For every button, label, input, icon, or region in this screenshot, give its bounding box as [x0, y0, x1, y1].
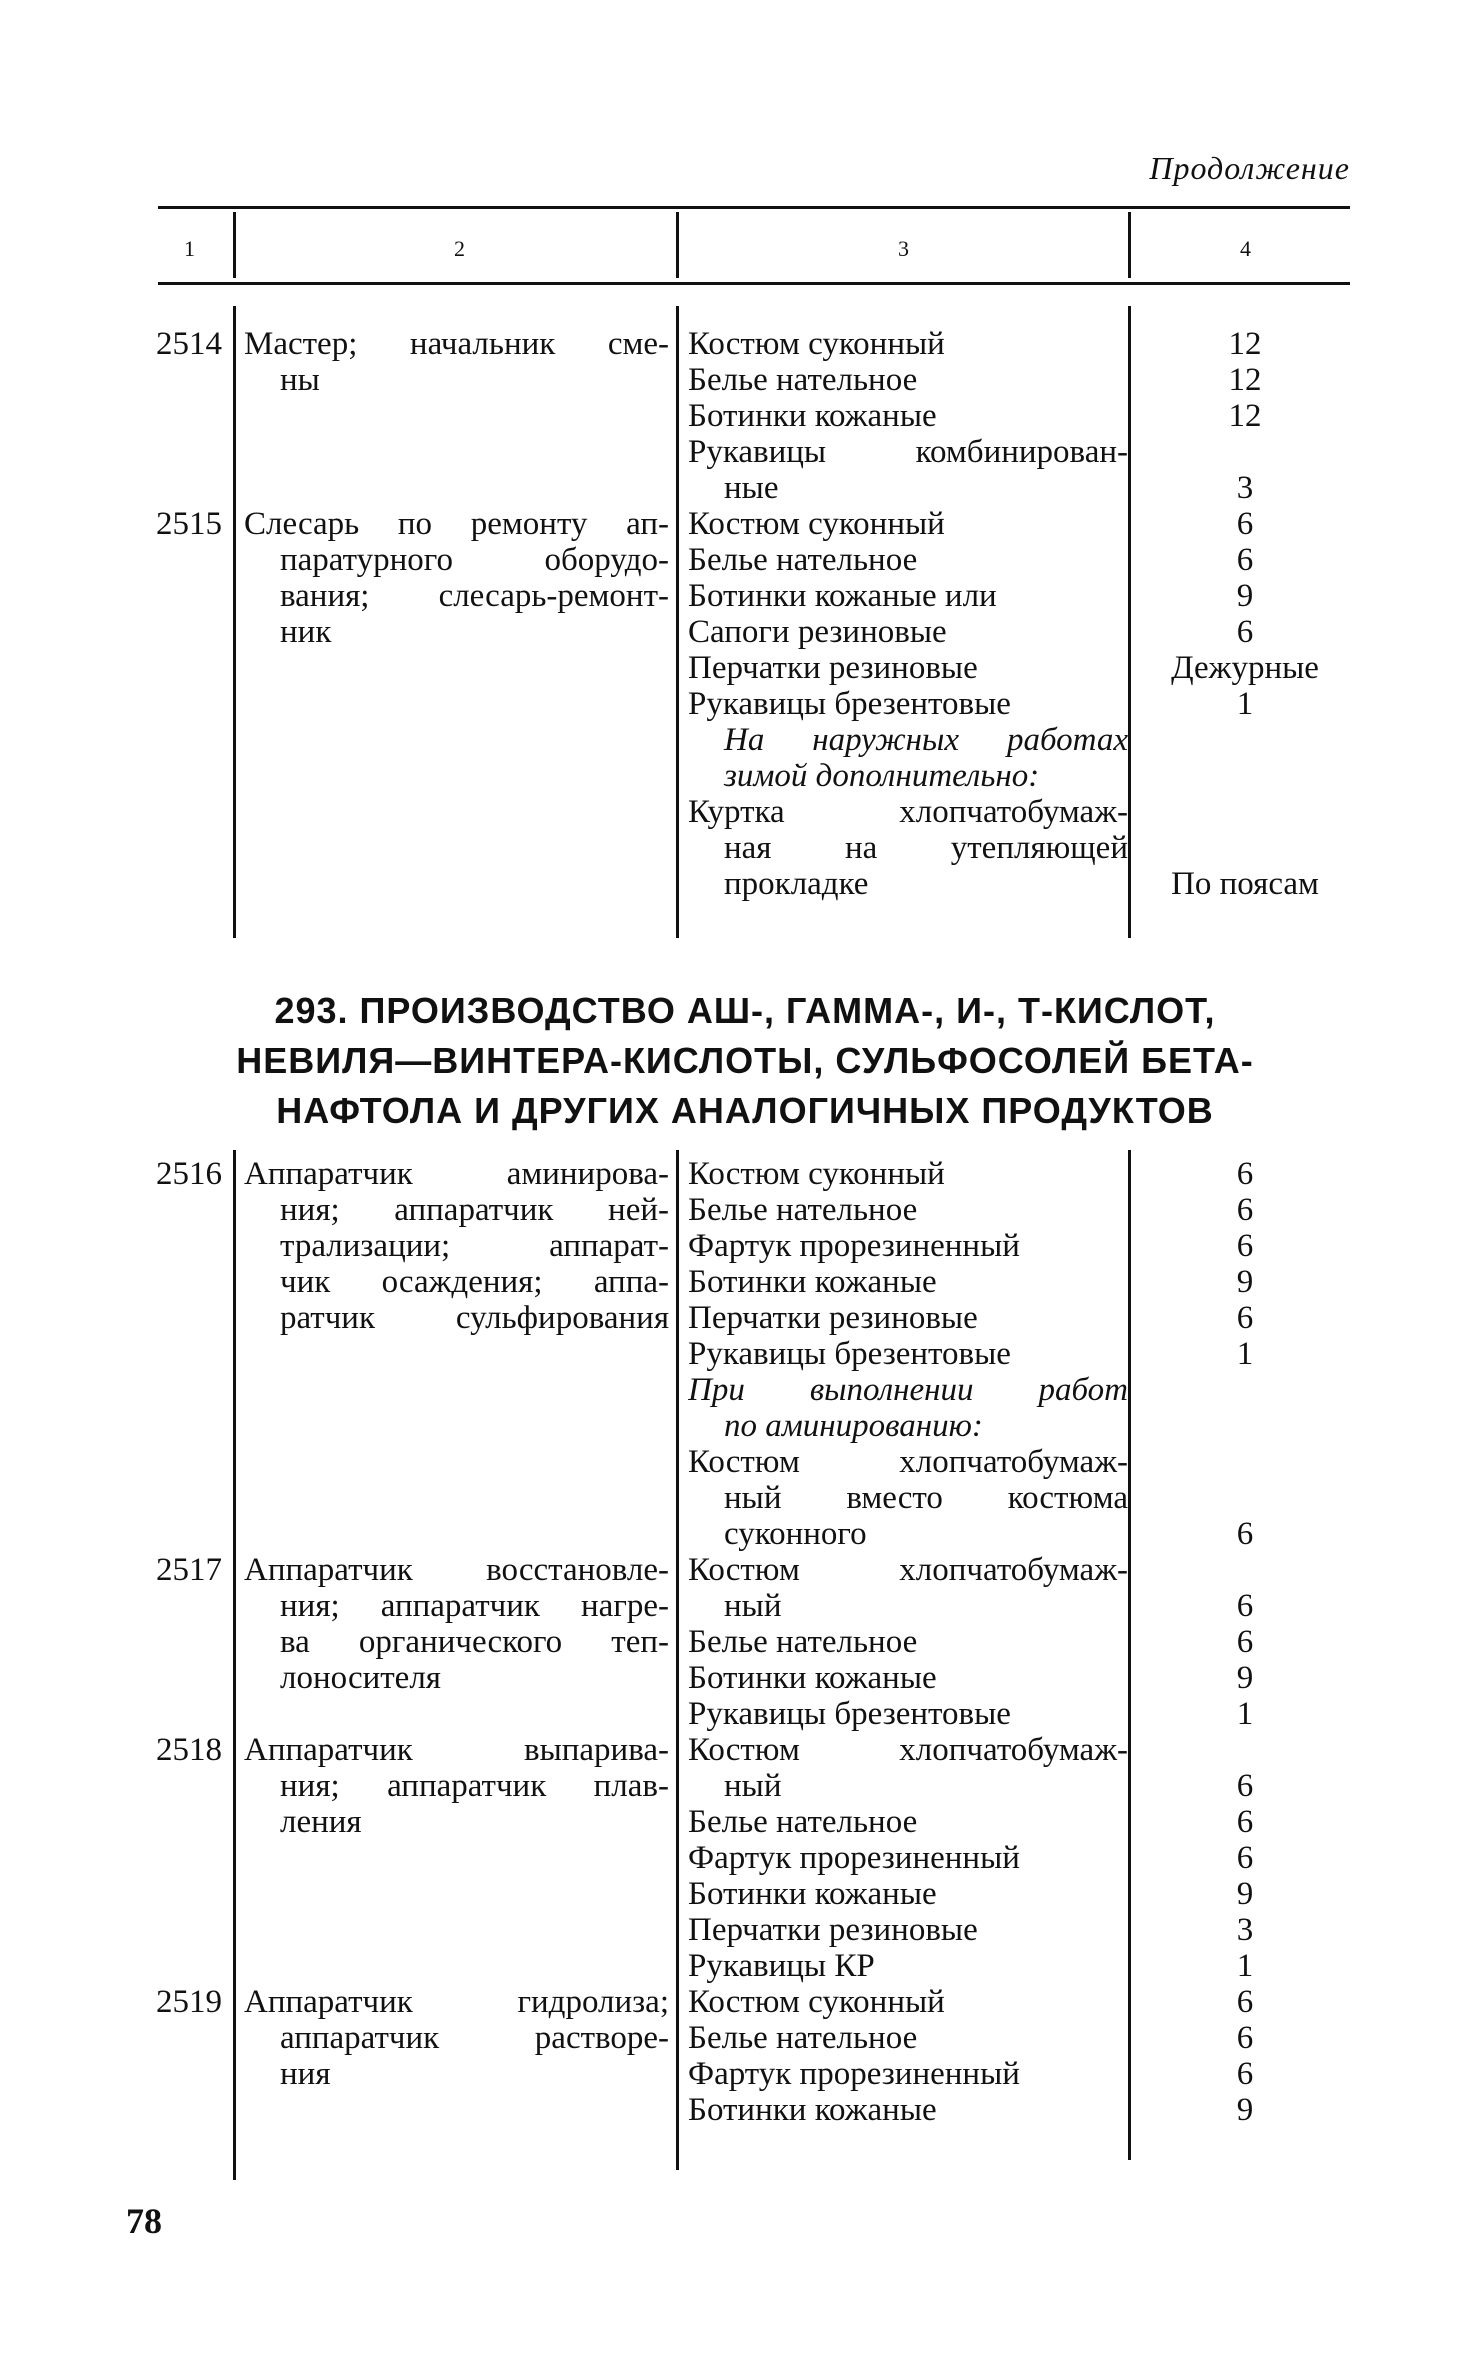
item-line: Белье нательное: [688, 542, 918, 578]
term-value: 12: [1228, 362, 1262, 398]
term-value: 9: [1236, 1264, 1254, 1300]
section-b-divider-1: [233, 1150, 236, 2180]
row-code: 2516: [156, 1156, 222, 1192]
term-value: 6: [1236, 1300, 1254, 1336]
term-value: Дежурные: [1171, 650, 1319, 686]
terms-cell: [1140, 1732, 1350, 1984]
items-cell: [688, 1156, 1128, 1552]
section-b-divider-2: [676, 1150, 679, 2170]
term-value: 1: [1236, 1336, 1254, 1372]
term-value: По поясам: [1171, 866, 1319, 902]
item-line: ный вместо костюма: [724, 1480, 1128, 1516]
item-line: Костюм хлопчатобумаж-: [688, 1732, 1128, 1768]
item-line: Костюм хлопчатобумаж-: [688, 1444, 1128, 1480]
items-cell: [688, 1552, 1128, 1732]
term-value: 6: [1236, 1588, 1254, 1624]
term-value: 12: [1228, 326, 1262, 362]
term-value: [1140, 830, 1350, 866]
profession-line: ник: [280, 614, 332, 650]
term-value: 6: [1236, 506, 1254, 542]
item-line: Рукавицы КР: [688, 1948, 875, 1984]
item-line: Сапоги резиновые: [688, 614, 947, 650]
item-note: На наружных работах: [724, 722, 1128, 758]
row-code: 2517: [156, 1552, 222, 1588]
terms-cell: [1140, 506, 1350, 902]
row-code: 2515: [156, 506, 222, 542]
item-line: Рукавицы комбинирован-: [688, 434, 1128, 470]
table-header-bottom-rule: [158, 282, 1350, 285]
profession-line: аппаратчик растворе-: [280, 2020, 669, 2056]
item-line: Белье нательное: [688, 1804, 918, 1840]
term-value: 9: [1236, 1660, 1254, 1696]
profession-cell: [244, 326, 669, 398]
item-note: При выполнении работ: [688, 1372, 1128, 1408]
item-line: Белье нательное: [688, 1192, 918, 1228]
profession-cell: [244, 506, 669, 650]
profession-line: ва органического теп-: [280, 1624, 669, 1660]
item-line: суконного: [724, 1516, 867, 1552]
term-value: [1140, 1480, 1350, 1516]
term-value: 6: [1236, 1624, 1254, 1660]
column-number-1: 1: [184, 236, 195, 261]
term-value: 12: [1228, 398, 1262, 434]
term-value: [1140, 722, 1350, 758]
profession-cell: [244, 1732, 669, 1840]
profession-line: Аппаратчик выпарива-: [244, 1732, 669, 1768]
item-line: ный: [724, 1588, 782, 1624]
table-top-rule: [158, 206, 1350, 209]
item-line: Белье нательное: [688, 1624, 918, 1660]
row-code: 2518: [156, 1732, 222, 1768]
profession-line: Слесарь по ремонту ап-: [244, 506, 669, 542]
heading-line: 293. ПРОИЗВОДСТВО АШ-, ГАММА-, И-, Т-КИСЛОТ,: [274, 990, 1216, 1031]
profession-line: ны: [280, 362, 320, 398]
item-line: Фартук прорезиненный: [688, 1840, 1020, 1876]
term-value: 6: [1236, 614, 1254, 650]
profession-line: Аппаратчик аминирова-: [244, 1156, 669, 1192]
profession-line: Мастер; начальник сме-: [244, 326, 669, 362]
term-value: [1140, 1444, 1350, 1480]
profession-line: ратчик сульфирования: [280, 1300, 669, 1336]
section-a-divider-3: [1128, 306, 1131, 938]
row-code: 2514: [156, 326, 222, 362]
item-note: по аминированию:: [724, 1408, 983, 1444]
term-value: 6: [1236, 1840, 1254, 1876]
terms-cell: [1140, 1984, 1350, 2128]
profession-line: Аппаратчик гидролиза;: [244, 1984, 669, 2020]
term-value: [1140, 794, 1350, 830]
items-cell: [688, 1984, 1128, 2128]
profession-line: Аппаратчик восстановле-: [244, 1552, 669, 1588]
row-code: 2519: [156, 1984, 222, 2020]
column-number-3: 3: [898, 236, 909, 261]
profession-line: вания; слесарь-ремонт-: [280, 578, 669, 614]
heading-line: НАФТОЛА И ДРУГИХ АНАЛОГИЧНЫХ ПРОДУКТОВ: [276, 1090, 1214, 1131]
item-line: ная на утепляющей: [724, 830, 1128, 866]
term-value: 6: [1236, 1156, 1254, 1192]
item-line: Костюм хлопчатобумаж-: [688, 1552, 1128, 1588]
profession-line: лоносителя: [280, 1660, 441, 1696]
header-divider-3: [1128, 212, 1131, 278]
item-line: прокладке: [724, 866, 869, 902]
profession-line: ния: [280, 2056, 331, 2092]
term-value: 6: [1236, 1516, 1254, 1552]
profession-cell: [244, 1984, 669, 2092]
item-line: Костюм суконный: [688, 326, 945, 362]
item-line: Куртка хлопчатобумаж-: [688, 794, 1128, 830]
item-line: ный: [724, 1768, 782, 1804]
heading-line: НЕВИЛЯ—ВИНТЕРА-КИСЛОТЫ, СУЛЬФОСОЛЕЙ БЕТА-: [236, 1040, 1254, 1081]
profession-line: ния; аппаратчик плав-: [280, 1768, 669, 1804]
item-line: Костюм суконный: [688, 1156, 945, 1192]
term-value: 1: [1236, 1948, 1254, 1984]
item-line: Ботинки кожаные или: [688, 578, 997, 614]
item-line: Ботинки кожаные: [688, 1876, 937, 1912]
column-number-2: 2: [454, 236, 465, 261]
item-line: Ботинки кожаные: [688, 1660, 937, 1696]
item-line: Фартук прорезиненный: [688, 1228, 1020, 1264]
items-cell: [688, 326, 1128, 506]
term-value: 9: [1236, 578, 1254, 614]
term-value: 1: [1236, 1696, 1254, 1732]
section-b-divider-3: [1128, 1150, 1131, 2160]
item-line: Костюм суконный: [688, 506, 945, 542]
section-a-divider-1: [233, 306, 236, 938]
item-line: Ботинки кожаные: [688, 2092, 937, 2128]
term-value: 1: [1236, 686, 1254, 722]
term-value: 6: [1236, 1804, 1254, 1840]
item-line: Белье нательное: [688, 2020, 918, 2056]
profession-cell: [244, 1156, 669, 1336]
item-line: Ботинки кожаные: [688, 1264, 937, 1300]
item-line: Перчатки резиновые: [688, 1912, 978, 1948]
column-number-4: 4: [1240, 236, 1251, 261]
items-cell: [688, 506, 1128, 902]
profession-line: паратурного оборудо-: [280, 542, 669, 578]
term-value: 6: [1236, 1192, 1254, 1228]
item-line: Фартук прорезиненный: [688, 2056, 1020, 2092]
term-value: [1140, 1552, 1350, 1588]
term-value: [1140, 758, 1350, 794]
term-value: [1140, 1408, 1350, 1444]
profession-line: ния; аппаратчик нагре-: [280, 1588, 669, 1624]
term-value: [1140, 1732, 1350, 1768]
page-number: 78: [126, 2201, 162, 2241]
item-line: Перчатки резиновые: [688, 650, 978, 686]
header-divider-2: [676, 212, 679, 278]
items-cell: [688, 1732, 1128, 1984]
term-value: 9: [1236, 1876, 1254, 1912]
term-value: 6: [1236, 2020, 1254, 2056]
terms-cell: [1140, 1552, 1350, 1732]
profession-line: ния; аппаратчик ней-: [280, 1192, 669, 1228]
item-line: Рукавицы брезентовые: [688, 1696, 1011, 1732]
profession-cell: [244, 1552, 669, 1696]
continuation-label: Продолжение: [1149, 150, 1350, 186]
profession-line: чик осаждения; аппа-: [280, 1264, 669, 1300]
term-value: [1140, 1372, 1350, 1408]
terms-cell: [1140, 1156, 1350, 1552]
term-value: 6: [1236, 1228, 1254, 1264]
term-value: 6: [1236, 1768, 1254, 1804]
section-heading: [190, 986, 1300, 1136]
term-value: 3: [1236, 1912, 1254, 1948]
term-value: 6: [1236, 2056, 1254, 2092]
item-line: ные: [724, 470, 779, 506]
term-value: 3: [1236, 470, 1254, 506]
term-value: 6: [1236, 1984, 1254, 2020]
item-line: Ботинки кожаные: [688, 398, 937, 434]
term-value: 6: [1236, 542, 1254, 578]
section-a-divider-2: [676, 306, 679, 938]
item-note: зимой дополнительно:: [724, 758, 1040, 794]
item-line: Рукавицы брезентовые: [688, 686, 1011, 722]
profession-line: ления: [280, 1804, 362, 1840]
item-line: Рукавицы брезентовые: [688, 1336, 1011, 1372]
item-line: Костюм суконный: [688, 1984, 945, 2020]
term-value: [1140, 434, 1350, 470]
item-line: Перчатки резиновые: [688, 1300, 978, 1336]
header-divider-1: [233, 212, 236, 278]
profession-line: трализации; аппарат-: [280, 1228, 669, 1264]
term-value: 9: [1236, 2092, 1254, 2128]
item-line: Белье нательное: [688, 362, 918, 398]
terms-cell: [1140, 326, 1350, 506]
